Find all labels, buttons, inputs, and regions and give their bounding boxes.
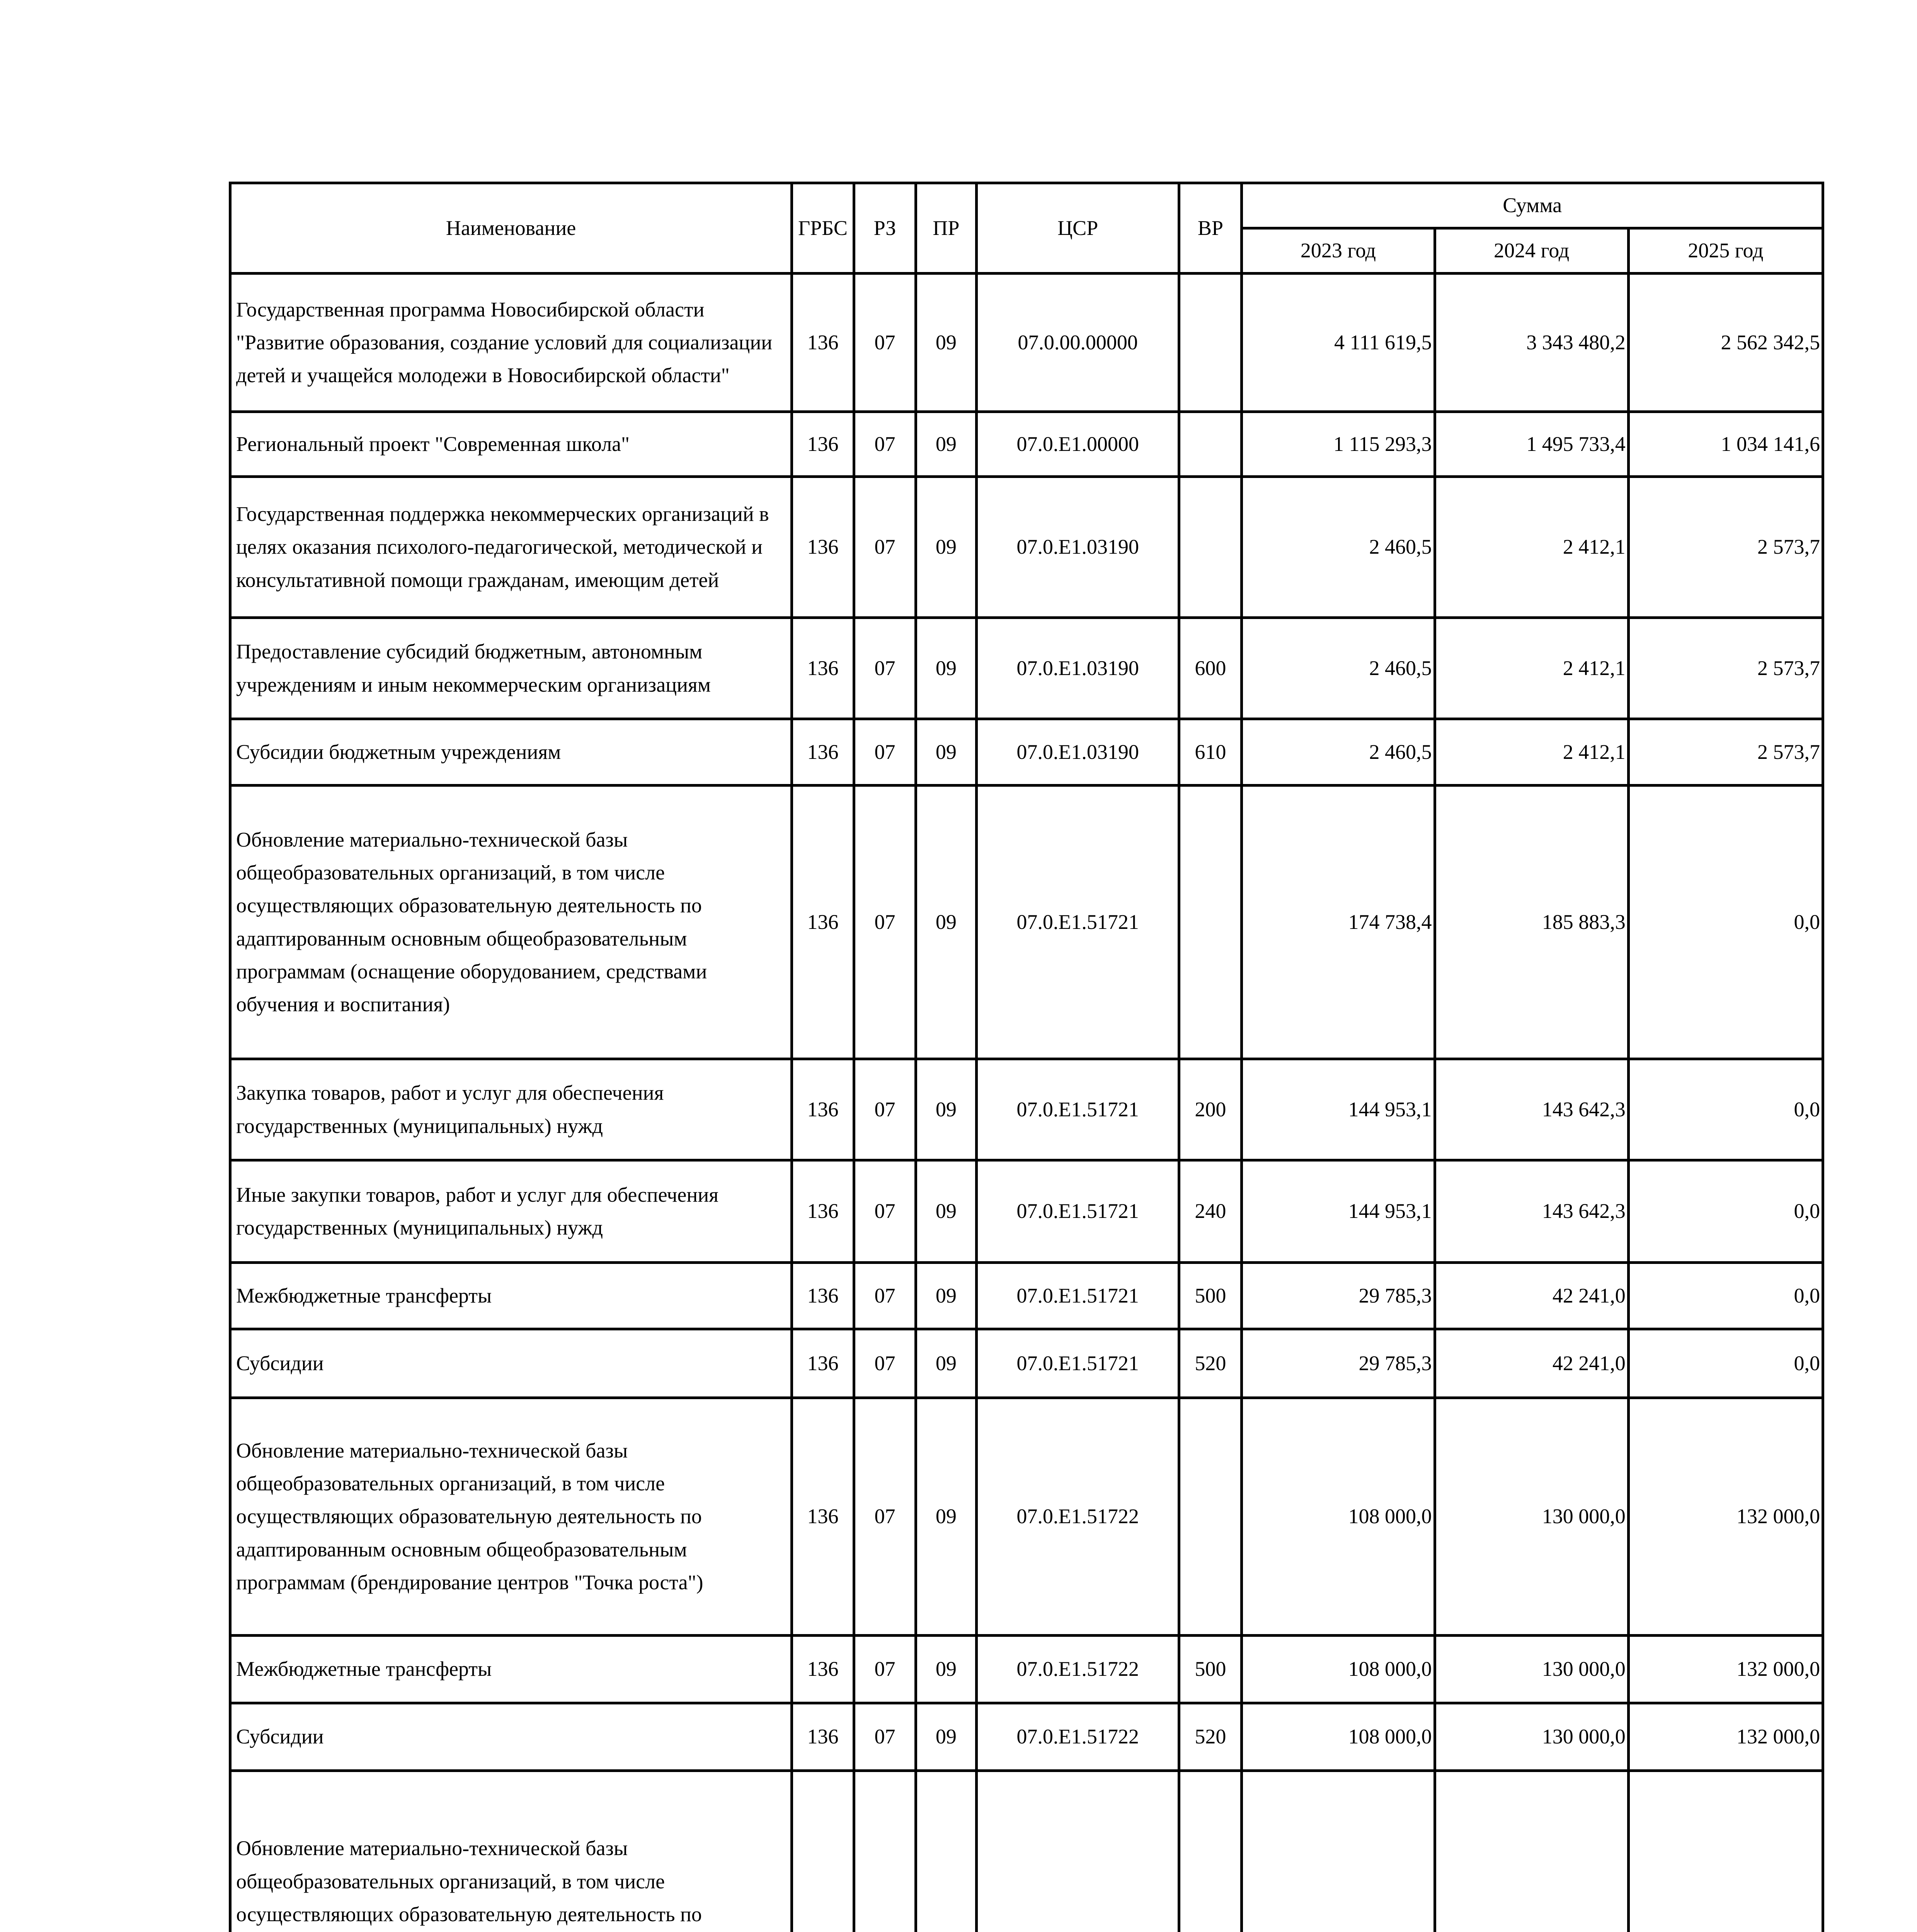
cell-grbs: 136: [792, 618, 854, 719]
cell-sum-2023: 2 460,5: [1242, 477, 1435, 618]
cell-name: Субсидии: [230, 1329, 792, 1398]
cell-pr: 09: [916, 1703, 976, 1771]
cell-sum-2025: 2 573,7: [1628, 618, 1823, 719]
cell-pr: 09: [916, 719, 976, 786]
cell-vr: [1179, 786, 1242, 1059]
cell-pr: 09: [916, 1263, 976, 1329]
cell-vr: 240: [1179, 1160, 1242, 1263]
cell-rz: 07: [854, 412, 916, 477]
cell-name: Обновление материально-технической базы общеобразовательных организаций, в том числе осуществляющих образовательную деятельность по: [230, 1771, 792, 1932]
cell-sum-2023: [1242, 1771, 1435, 1932]
cell-grbs: 136: [792, 1263, 854, 1329]
cell-vr: [1179, 1398, 1242, 1636]
header-name: Наименование: [230, 183, 792, 274]
header-row-top: [230, 183, 1823, 228]
cell-vr: 500: [1179, 1263, 1242, 1329]
cell-sum-2025: 0,0: [1628, 1059, 1823, 1160]
cell-name: Межбюджетные трансферты: [230, 1636, 792, 1703]
cell-sum-2025: 2 562 342,5: [1628, 274, 1823, 412]
cell-grbs: 136: [792, 786, 854, 1059]
table-row: [230, 274, 1823, 412]
cell-rz: 07: [854, 477, 916, 618]
cell-csr: 07.0.E1.51721: [976, 1059, 1179, 1160]
cell-csr: 07.0.E1.51722: [976, 1636, 1179, 1703]
cell-vr: 600: [1179, 618, 1242, 719]
table-row: [230, 477, 1823, 618]
cell-grbs: 136: [792, 1398, 854, 1636]
cell-pr: 09: [916, 618, 976, 719]
header-year-2025: 2025 год: [1628, 228, 1823, 274]
cell-sum-2025: 132 000,0: [1628, 1398, 1823, 1636]
cell-sum-2024: [1435, 1771, 1628, 1932]
budget-table: [229, 182, 1824, 1932]
cell-rz: 07: [854, 1329, 916, 1398]
cell-sum-2024: 42 241,0: [1435, 1329, 1628, 1398]
cell-sum-2025: [1628, 1771, 1823, 1932]
cell-name: Государственная поддержка некоммерческих организаций в целях оказания психолого-педагогической, методической и консультативной помощи гражданам, имеющим детей: [230, 477, 792, 618]
cell-pr: 09: [916, 412, 976, 477]
cell-grbs: [792, 1771, 854, 1932]
cell-pr: 09: [916, 786, 976, 1059]
table-row: [230, 1263, 1823, 1329]
cell-name: Обновление материально-технической базы общеобразовательных организаций, в том числе осуществляющих образовательную деятельность по адаптированным основным общеобразовательным программам (оснащение оборудованием, средствами обучения и воспитания): [230, 786, 792, 1059]
cell-grbs: 136: [792, 477, 854, 618]
table-row: [230, 1398, 1823, 1636]
cell-sum-2023: 144 953,1: [1242, 1059, 1435, 1160]
cell-pr: 09: [916, 1636, 976, 1703]
cell-sum-2025: 0,0: [1628, 786, 1823, 1059]
cell-pr: 09: [916, 1329, 976, 1398]
cell-sum-2023: 108 000,0: [1242, 1398, 1435, 1636]
cell-csr: 07.0.E1.51722: [976, 1703, 1179, 1771]
cell-rz: 07: [854, 1636, 916, 1703]
cell-name: Предоставление субсидий бюджетным, автономным учреждениям и иным некоммерческим организациям: [230, 618, 792, 719]
cell-sum-2025: 132 000,0: [1628, 1703, 1823, 1771]
cell-sum-2025: 2 573,7: [1628, 477, 1823, 618]
cell-csr: 07.0.E1.03190: [976, 719, 1179, 786]
cell-rz: 07: [854, 1703, 916, 1771]
cell-vr: [1179, 274, 1242, 412]
header-year-2023: 2023 год: [1242, 228, 1435, 274]
cell-sum-2025: 2 573,7: [1628, 719, 1823, 786]
cell-csr: 07.0.00.00000: [976, 274, 1179, 412]
cell-sum-2024: 130 000,0: [1435, 1636, 1628, 1703]
table-row: [230, 618, 1823, 719]
cell-sum-2024: 2 412,1: [1435, 719, 1628, 786]
cell-rz: 07: [854, 274, 916, 412]
cell-sum-2024: 130 000,0: [1435, 1398, 1628, 1636]
cell-name: Региональный проект "Современная школа": [230, 412, 792, 477]
cell-vr: 520: [1179, 1703, 1242, 1771]
cell-pr: [916, 1771, 976, 1932]
cell-sum-2023: 2 460,5: [1242, 719, 1435, 786]
header-rz: РЗ: [854, 183, 916, 274]
cell-pr: 09: [916, 477, 976, 618]
cell-rz: [854, 1771, 916, 1932]
cell-sum-2024: 2 412,1: [1435, 618, 1628, 719]
cell-sum-2023: 174 738,4: [1242, 786, 1435, 1059]
cell-grbs: 136: [792, 412, 854, 477]
cell-pr: 09: [916, 1398, 976, 1636]
cell-sum-2023: 108 000,0: [1242, 1703, 1435, 1771]
cell-csr: 07.0.E1.51721: [976, 1263, 1179, 1329]
table-row: [230, 412, 1823, 477]
cell-name: Межбюджетные трансферты: [230, 1263, 792, 1329]
cell-sum-2025: 0,0: [1628, 1329, 1823, 1398]
cell-rz: 07: [854, 1059, 916, 1160]
header-sum: Сумма: [1242, 183, 1823, 228]
cell-csr: 07.0.E1.51722: [976, 1398, 1179, 1636]
cell-sum-2025: 0,0: [1628, 1160, 1823, 1263]
header-csr: ЦСР: [976, 183, 1179, 274]
cell-vr: [1179, 1771, 1242, 1932]
cell-sum-2025: 1 034 141,6: [1628, 412, 1823, 477]
cell-rz: 07: [854, 618, 916, 719]
cell-sum-2024: 2 412,1: [1435, 477, 1628, 618]
cell-rz: 07: [854, 786, 916, 1059]
cell-csr: [976, 1771, 1179, 1932]
cell-name: Обновление материально-технической базы общеобразовательных организаций, в том числе осуществляющих образовательную деятельность по адаптированным основным общеобразовательным программам (брендирование центров "Точка роста"): [230, 1398, 792, 1636]
cell-name: Субсидии: [230, 1703, 792, 1771]
cell-sum-2024: 143 642,3: [1435, 1160, 1628, 1263]
cell-rz: 07: [854, 1398, 916, 1636]
cell-sum-2023: 1 115 293,3: [1242, 412, 1435, 477]
table-row: [230, 1160, 1823, 1263]
header-vr: ВР: [1179, 183, 1242, 274]
header-pr: ПР: [916, 183, 976, 274]
cell-grbs: 136: [792, 274, 854, 412]
table-row: [230, 1703, 1823, 1771]
table-row: [230, 1771, 1823, 1932]
cell-pr: 09: [916, 274, 976, 412]
cell-sum-2024: 42 241,0: [1435, 1263, 1628, 1329]
cell-pr: 09: [916, 1059, 976, 1160]
cell-rz: 07: [854, 719, 916, 786]
cell-csr: 07.0.E1.51721: [976, 786, 1179, 1059]
cell-name: Государственная программа Новосибирской области "Развитие образования, создание условий для социализации детей и учащейся молодежи в Новосибирской области": [230, 274, 792, 412]
table-row: [230, 1329, 1823, 1398]
cell-rz: 07: [854, 1263, 916, 1329]
header-year-2024: 2024 год: [1435, 228, 1628, 274]
cell-csr: 07.0.E1.03190: [976, 477, 1179, 618]
cell-vr: 500: [1179, 1636, 1242, 1703]
cell-sum-2023: 29 785,3: [1242, 1329, 1435, 1398]
cell-sum-2025: 0,0: [1628, 1263, 1823, 1329]
cell-sum-2024: 1 495 733,4: [1435, 412, 1628, 477]
cell-sum-2024: 130 000,0: [1435, 1703, 1628, 1771]
cell-grbs: 136: [792, 1329, 854, 1398]
cell-grbs: 136: [792, 719, 854, 786]
cell-name: Субсидии бюджетным учреждениям: [230, 719, 792, 786]
cell-sum-2023: 2 460,5: [1242, 618, 1435, 719]
cell-csr: 07.0.E1.03190: [976, 618, 1179, 719]
table-row: [230, 719, 1823, 786]
cell-name: Иные закупки товаров, работ и услуг для обеспечения государственных (муниципальных) нужд: [230, 1160, 792, 1263]
cell-pr: 09: [916, 1160, 976, 1263]
table-row: [230, 1059, 1823, 1160]
header-grbs: ГРБС: [792, 183, 854, 274]
cell-sum-2023: 4 111 619,5: [1242, 274, 1435, 412]
cell-sum-2023: 29 785,3: [1242, 1263, 1435, 1329]
cell-grbs: 136: [792, 1059, 854, 1160]
cell-sum-2024: 3 343 480,2: [1435, 274, 1628, 412]
cell-vr: 200: [1179, 1059, 1242, 1160]
cell-sum-2024: 143 642,3: [1435, 1059, 1628, 1160]
cell-sum-2023: 108 000,0: [1242, 1636, 1435, 1703]
cell-csr: 07.0.E1.51721: [976, 1160, 1179, 1263]
cell-sum-2024: 185 883,3: [1435, 786, 1628, 1059]
cell-sum-2023: 144 953,1: [1242, 1160, 1435, 1263]
cell-vr: 520: [1179, 1329, 1242, 1398]
table-row: [230, 786, 1823, 1059]
cell-csr: 07.0.E1.00000: [976, 412, 1179, 477]
cell-rz: 07: [854, 1160, 916, 1263]
cell-csr: 07.0.E1.51721: [976, 1329, 1179, 1398]
cell-vr: 610: [1179, 719, 1242, 786]
table-body: [230, 274, 1823, 1932]
cell-sum-2025: 132 000,0: [1628, 1636, 1823, 1703]
cell-vr: [1179, 412, 1242, 477]
cell-grbs: 136: [792, 1703, 854, 1771]
cell-name: Закупка товаров, работ и услуг для обеспечения государственных (муниципальных) нужд: [230, 1059, 792, 1160]
table-row: [230, 1636, 1823, 1703]
cell-grbs: 136: [792, 1636, 854, 1703]
cell-vr: [1179, 477, 1242, 618]
cell-grbs: 136: [792, 1160, 854, 1263]
